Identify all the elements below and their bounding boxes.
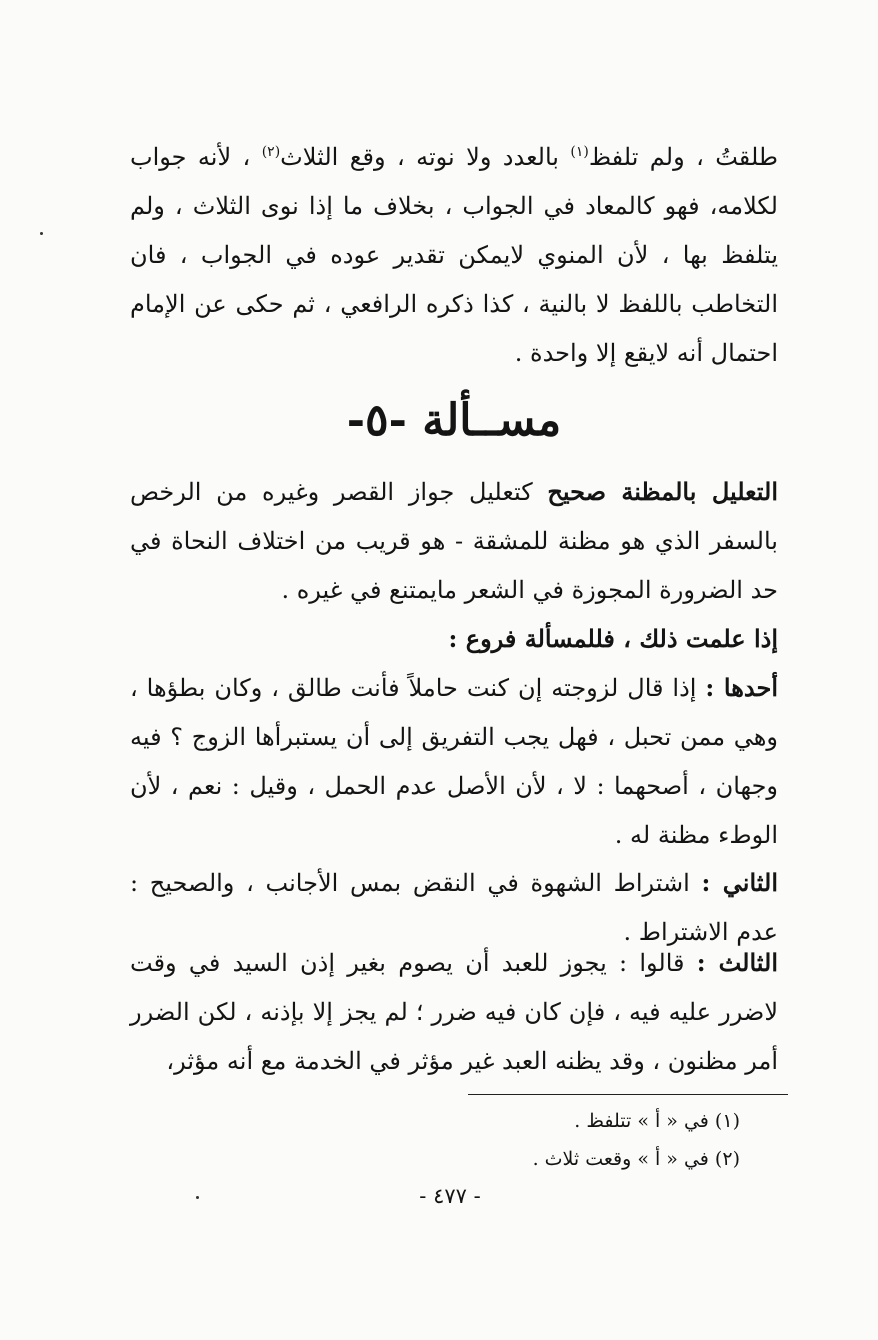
paper-speck (196, 1196, 199, 1199)
paragraph-intro-branches: إذا علمت ذلك ، فللمسألة فروع : (448, 624, 778, 653)
footnote-divider (468, 1094, 788, 1095)
paragraph-body: اشتراط الشهوة في النقض بمس الأجانب ، والصحيح : عدم الاشتراط . (130, 869, 778, 946)
paragraph-lead: الثالث : (696, 948, 778, 977)
paragraph-rule (130, 467, 778, 615)
footnote-ref-2: (٢) (261, 144, 281, 160)
paper-speck (40, 232, 43, 235)
paragraph-body: إذا قال لزوجته إن كنت حاملاً فأنت طالق ، وكان بطؤها ، وهي ممن تحبل ، فهل يجب التفريق إلى أن يستبرأها الزوج ؟ فيه وجهان ، أصحهما : لا ، لأن الأصل عدم الحمل ، وقيل : نعم ، لأن الوطء مظنة له . (130, 674, 778, 849)
footnote-ref-1: (١) (570, 144, 589, 160)
footnote-2: (٢) في « أ » وقعت ثلاث . (532, 1148, 740, 1170)
footnote-1: (١) في « أ » تتلفظ . (574, 1110, 740, 1132)
paragraph-text-b: بالعدد ولا نوته ، وقع الثلاث (280, 143, 559, 171)
paragraph-lead: أحدها : (705, 673, 778, 702)
section-heading: مســألة -٥- (346, 395, 562, 446)
paragraph-body: كتعليل جواز القصر وغيره من الرخص بالسفر الذي هو مظنة للمشقة - هو قريب من اختلاف النحاة في حد الضرورة المجوزة في الشعر مايمتنع في غيره . (130, 478, 778, 604)
paragraph-body: قالوا : يجوز للعبد أن يصوم بغير إذن السيد في وقت لاضرر عليه فيه ، فإن كان فيه ضرر ؛ لم يجز إلا بإذنه ، لكن الضرر أمر مظنون ، وقد يظنه العبد غير مؤثر في الخدمة مع أنه مؤثر، (130, 949, 779, 1075)
paragraph-lead: الثاني : (701, 868, 779, 897)
paragraph-continuation (130, 133, 778, 378)
paragraph-text-a: طلقتُ ، ولم تلفظ (588, 143, 778, 171)
paragraph-lead: التعليل بالمظنة صحيح (547, 477, 778, 506)
paragraph-branch-third (130, 938, 778, 1086)
paragraph-branch-first (130, 663, 778, 860)
paragraph-text-c: ، لأنه جواب لكلامه، فهو كالمعاد في الجواب ، بخلاف ما إذا نوى الثلاث ، ولم يتلفظ بها ، لأن المنوي لايمكن تقدير عوده في الجواب ، فان التخاطب باللفظ لا بالنية ، كذا ذكره الرافعي ، ثم حكى عن الإمام احتمال أنه لايقع إلا واحدة . (130, 143, 778, 367)
page-number: - ٤٧٧ - (419, 1184, 481, 1208)
